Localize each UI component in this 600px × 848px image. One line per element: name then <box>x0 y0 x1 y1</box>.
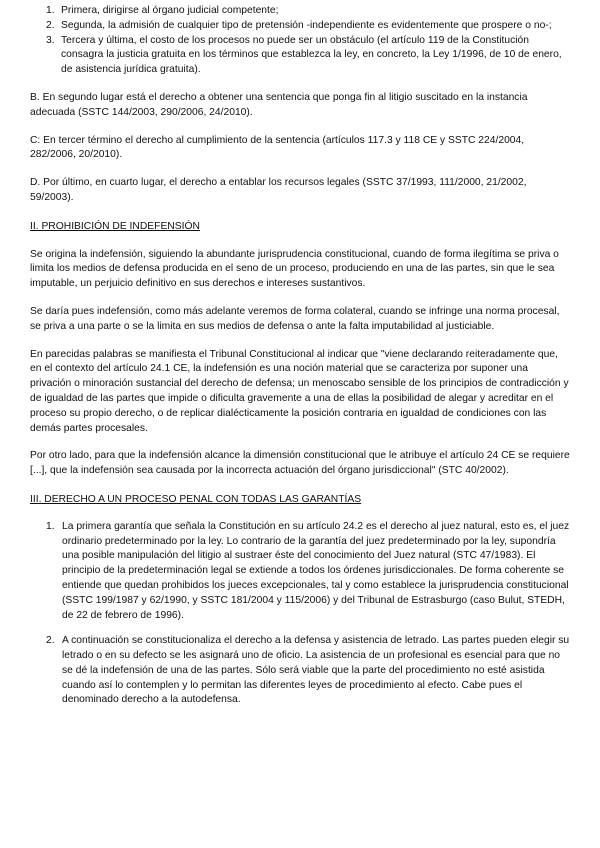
list-number: 1. <box>46 520 55 532</box>
paragraph-c: C: En tercer término el derecho al cumplimiento de la sentencia (artículos 117.3 y 118 CE y SSTC 224/2004, 282/2006, 20/2010). <box>30 134 525 161</box>
section-heading-iii: III. DERECHO A UN PROCESO PENAL CON TODAS LAS GARANTÍAS <box>30 493 362 505</box>
list-number: 1. <box>46 5 55 16</box>
paragraph: Por otro lado, para que la indefensión alcance la dimensión constitucional que le atribuye el artículo 24 CE se requiere [...], que la indefensión sea causada por la incorrecta actuación del órgano jurisdiccional" (STC 40/2002). <box>30 450 570 477</box>
list-number: 2. <box>46 635 55 647</box>
numbered-list <box>30 520 572 709</box>
numbered-list <box>30 4 572 78</box>
list-item-text: La primera garantía que señala la Constitución en su artículo 24.2 es el derecho al juez natural, esto es, el juez ordinario predeterminado por la ley. Lo contrario de la garantía del juez predeterminado por la ley, supondría una posible manipulación del litigio al sustraer éste del conocimiento del Juez natural (STC 47/1983). El principio de la predeterminación legal se extiende a todos los órdenes jurisdiccionales. De forma coherente se entiende que quedan prohibidos los jueces excepcionales, tal y como establece la jurisprudencia constitucional (SSTC 199/1987 y 62/1990, y SSTC 181/2004 y 115/2006) y del Tribunal de Estrasburgo (caso Bulut, STEDH, de 22 de febrero de 1996). <box>62 520 570 621</box>
paragraph-d: D. Por último, en cuarto lugar, el derecho a entablar los recursos legales (SSTC 37/1993, 111/2000, 21/2002, 59/2003). <box>30 177 527 203</box>
paragraph: Se origina la indefensión, siguiendo la abundante jurisprudencia constitucional, cuando de forma ilegítima se priva o limita los medios de defensa producida en el seno de un proceso, produciendo en una de las partes, sin que le sea imputable, un perjuicio definitivo en sus derechos e intereses sustantivos. <box>30 248 559 290</box>
list-item <box>30 520 572 624</box>
list-item <box>30 4 572 19</box>
list-item-text: Segunda, la admisión de cualquier tipo de pretensión -independiente es evidentemente que prospere o no-; <box>61 19 552 31</box>
list-item-text: Primera, dirigirse al órgano judicial competente; <box>61 5 279 16</box>
list-item <box>30 19 572 34</box>
list-item-text: A continuación se constitucionaliza el derecho a la defensa y asistencia de letrado. Las partes pueden elegir su letrado o en su defecto se les asignará uno de oficio. La asistencia de un profesional es esencial para que no se dé la indefensión de una de las partes. Sólo será viable que la parte del procedimiento no esté asistida cuando así lo contemplen y lo permitan las diferentes leyes de procedimiento al efecto. Cabe pues el denominado derecho a la autodefensa. <box>62 635 570 706</box>
paragraph: Se daría pues indefensión, como más adelante veremos de forma colateral, cuando se infringe una norma procesal, se priva a una parte o se la limita en sus medios de defensa o ante la falta imputabilidad al justiciable. <box>30 305 560 332</box>
list-item <box>30 634 572 708</box>
paragraph-b: B. En segundo lugar está el derecho a obtener una sentencia que ponga fin al litigio suscitado en la instancia adecuada (SSTC 144/2003, 290/2006, 24/2010). <box>30 91 528 118</box>
list-number: 2. <box>46 19 55 31</box>
list-item <box>30 34 572 78</box>
list-item-text: Tercera y última, el costo de los procesos no puede ser un obstáculo (el artículo 119 de la Constitución consagra la justicia gratuita en los términos que establezca la ley, en concreto, la Ley 1/1996, de 10 de enero, de asistencia jurídica gratuita). <box>61 34 562 76</box>
paragraph: En parecidas palabras se manifiesta el Tribunal Constitucional al indicar que "viene declarando reiteradamente que, en el contexto del artículo 24.1 CE, la indefensión es una noción material que se caracteriza por suponer una privación o minoración sustancial del derecho de defensa; un menoscabo sensible de los principios de contradicción y de igualdad de las partes que impide o dificulta gravemente a una de ellas la posibilidad de alegar y acreditar en el proceso su propio derecho, o de replicar dialécticamente la posición contraria en igualdad de condiciones con las demás partes procesales. <box>30 348 569 434</box>
list-number: 3. <box>46 34 55 46</box>
section-heading-ii: II. PROHIBICIÓN DE INDEFENSIÓN <box>30 220 200 232</box>
